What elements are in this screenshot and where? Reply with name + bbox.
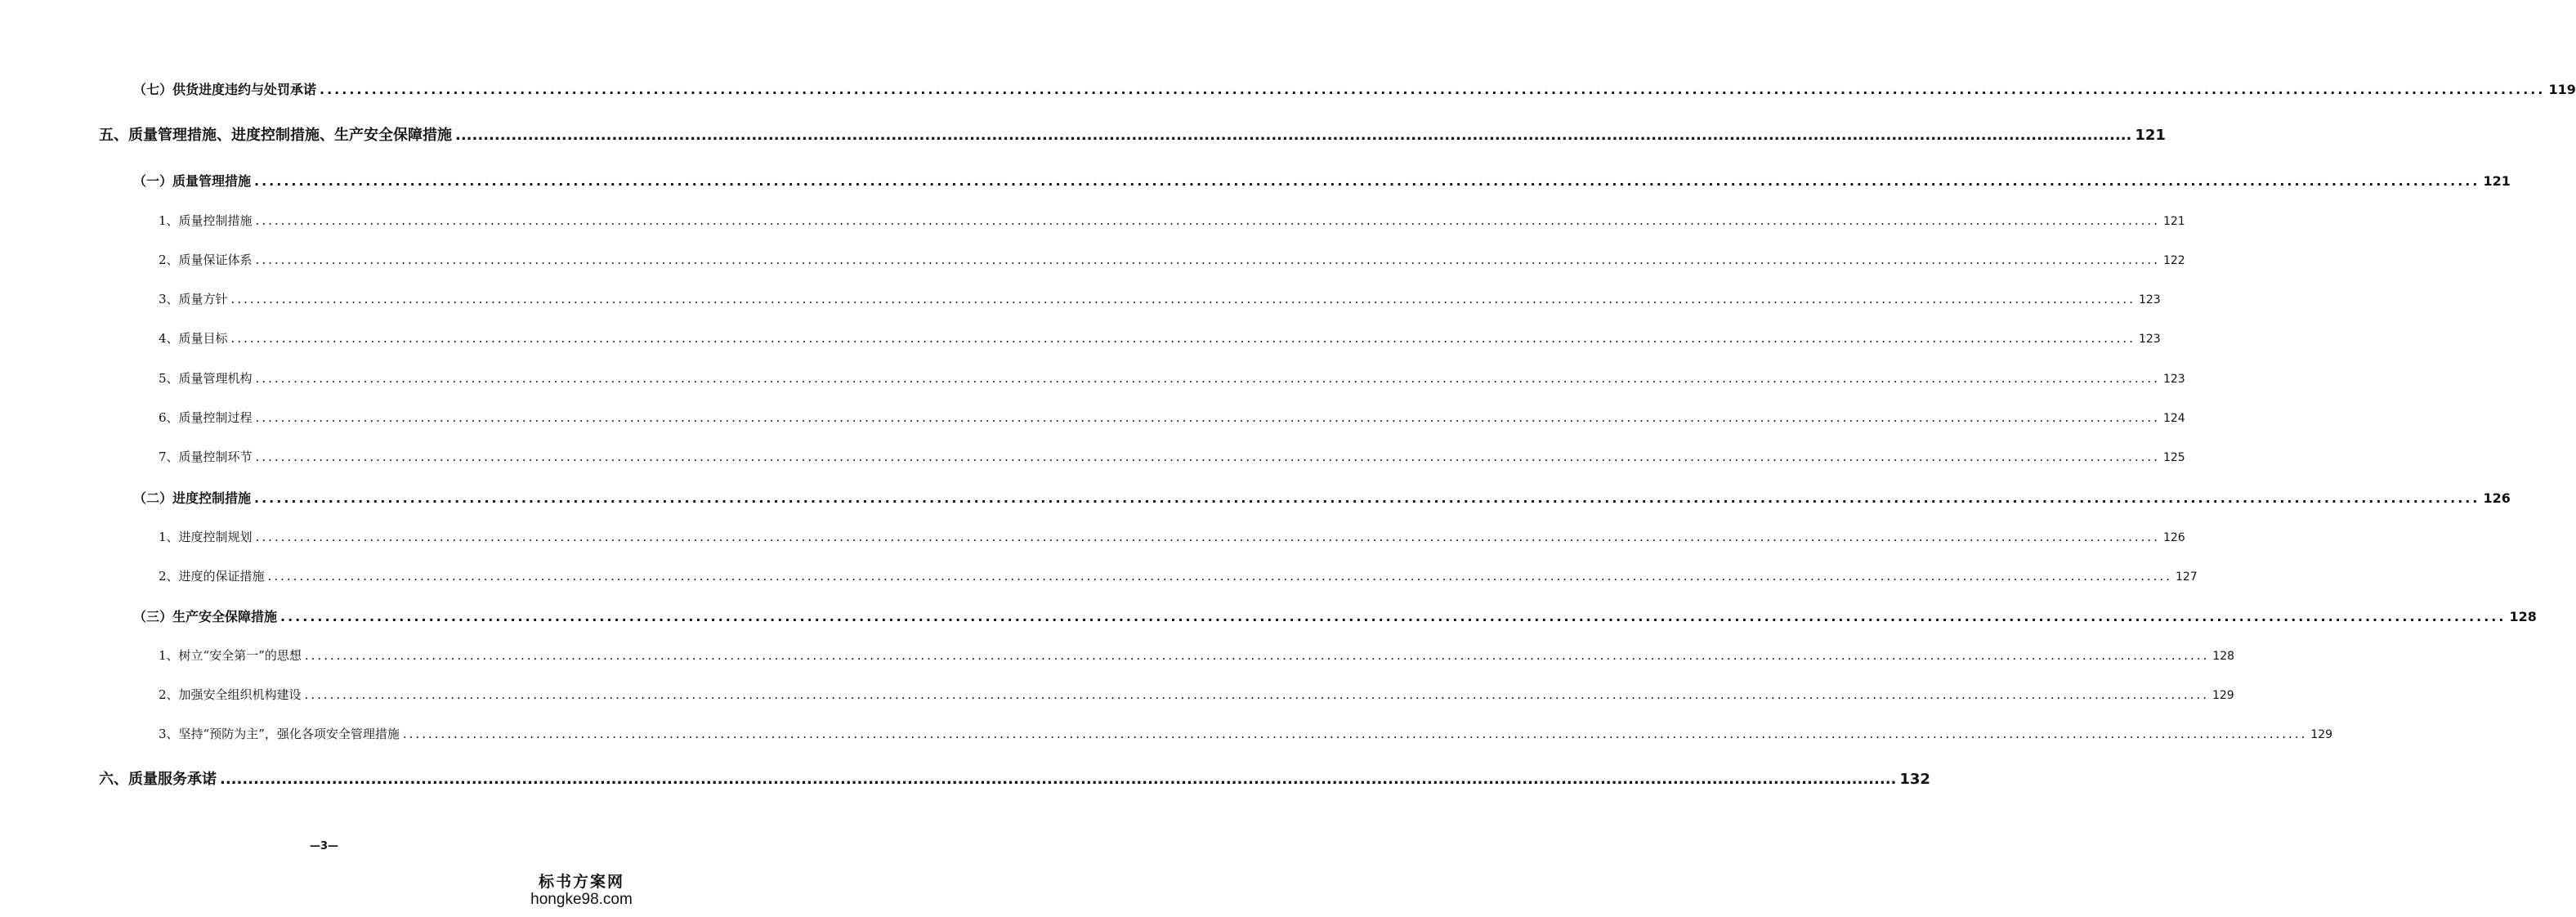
toc-entry-label: 6、质量控制过程 xyxy=(159,410,253,425)
toc-entry-page: 129 xyxy=(2310,728,2333,741)
toc-dot-leader: ............................................................................................................................................................................................................................................................................................................ xyxy=(304,648,2210,663)
toc-dot-leader: ............................................................................................................................................................................................................................................................................................................ xyxy=(230,292,2135,306)
toc-entry-label: （二）进度控制措施 xyxy=(133,490,252,506)
toc-entry-label: 2、加强安全组织机构建设 xyxy=(159,687,302,702)
toc-entry[interactable] xyxy=(99,767,1930,789)
toc-dot-leader: ............................................................................................................................................................................................................................................................................................................ xyxy=(455,127,2132,144)
toc-dot-leader: ............................................................................................................................................................................................................................................................................................................ xyxy=(402,727,2308,741)
toc-entry[interactable] xyxy=(133,79,2576,98)
toc-entry-page: 132 xyxy=(1899,771,1930,788)
toc-entry-label: 3、坚持“预防为主”，强化各项安全管理措施 xyxy=(159,727,400,741)
site-watermark-logo xyxy=(526,873,637,909)
toc-entry[interactable] xyxy=(99,123,2166,145)
toc-dot-leader: ............................................................................................................................................................................................................................................................................................................ xyxy=(254,173,2480,189)
page-number: —3— xyxy=(309,840,339,852)
toc-entry-page: 124 xyxy=(2162,412,2185,425)
toc-entry-page: 129 xyxy=(2212,689,2234,702)
toc-entry-label: 1、进度控制规划 xyxy=(159,530,253,544)
toc-entry[interactable] xyxy=(159,686,2234,703)
toc-dot-leader: ............................................................................................................................................................................................................................................................................................................ xyxy=(255,213,2160,228)
toc-entry-page: 126 xyxy=(2483,490,2511,506)
toc-dot-leader: ............................................................................................................................................................................................................................................................................................................ xyxy=(230,331,2135,346)
watermark-name: 标书方案网 xyxy=(538,873,624,891)
toc-entry-page: 121 xyxy=(2135,127,2166,144)
toc-entry[interactable] xyxy=(159,369,2185,387)
toc-entry-label: 7、质量控制环节 xyxy=(159,450,253,464)
toc-entry[interactable] xyxy=(159,329,2161,347)
toc-entry[interactable] xyxy=(159,646,2235,664)
toc-entry-label: 2、进度的保证措施 xyxy=(159,569,265,584)
toc-entry-label: 5、质量管理机构 xyxy=(159,371,253,386)
toc-entry[interactable] xyxy=(159,528,2185,545)
toc-entry-page: 127 xyxy=(2175,570,2198,584)
toc-entry-page: 121 xyxy=(2162,215,2185,228)
toc-entry-page: 123 xyxy=(2138,333,2161,346)
toc-entry-label: （七）供货进度违约与处罚承诺 xyxy=(133,82,317,97)
toc-entry-label: （一）质量管理措施 xyxy=(133,173,252,189)
toc-dot-leader: ............................................................................................................................................................................................................................................................................................................ xyxy=(255,410,2160,425)
toc-entry-page: 121 xyxy=(2483,173,2511,189)
toc-entry-page: 128 xyxy=(2212,650,2235,663)
toc-entry-label: 2、质量保证体系 xyxy=(159,253,253,267)
toc-dot-leader: ............................................................................................................................................................................................................................................................................................................ xyxy=(220,771,1897,788)
toc-entry[interactable] xyxy=(159,567,2198,584)
toc-dot-leader: ............................................................................................................................................................................................................................................................................................................ xyxy=(280,609,2507,624)
toc-entry-page: 128 xyxy=(2509,609,2537,624)
toc-entry-page: 123 xyxy=(2162,373,2185,386)
toc-entry[interactable] xyxy=(133,606,2537,625)
toc-dot-leader: ............................................................................................................................................................................................................................................................................................................ xyxy=(304,687,2209,702)
toc-entry-page: 126 xyxy=(2162,531,2185,544)
toc-dot-leader: ............................................................................................................................................................................................................................................................................................................ xyxy=(254,490,2480,506)
toc-dot-leader: ............................................................................................................................................................................................................................................................................................................ xyxy=(320,82,2546,97)
toc-dot-leader: ............................................................................................................................................................................................................................................................................................................ xyxy=(255,530,2160,544)
toc-entry[interactable] xyxy=(159,409,2185,426)
toc-entry-label: 1、质量控制措施 xyxy=(159,213,253,228)
toc-entry-page: 122 xyxy=(2162,254,2185,267)
toc-entry-label: 1、树立“安全第一”的思想 xyxy=(159,648,302,663)
toc-entry[interactable] xyxy=(133,488,2511,507)
toc-dot-leader: ............................................................................................................................................................................................................................................................................................................ xyxy=(255,450,2160,464)
toc-entry-page: 119 xyxy=(2548,82,2576,97)
toc-entry-page: 123 xyxy=(2138,293,2161,306)
toc-entry-label: （三）生产安全保障措施 xyxy=(133,609,278,624)
toc-entry[interactable] xyxy=(159,448,2185,465)
toc-entry-label: 3、质量方针 xyxy=(159,292,228,306)
toc-entry[interactable] xyxy=(159,251,2185,268)
toc-entry[interactable] xyxy=(133,171,2511,190)
watermark-url: hongke98.com xyxy=(530,891,633,908)
toc-dot-leader: ............................................................................................................................................................................................................................................................................................................ xyxy=(255,253,2160,267)
toc-entry[interactable] xyxy=(159,725,2333,742)
toc-entry-label: 六、质量服务承诺 xyxy=(99,771,217,788)
toc-dot-leader: ............................................................................................................................................................................................................................................................................................................ xyxy=(255,371,2160,386)
toc-dot-leader: ............................................................................................................................................................................................................................................................................................................ xyxy=(267,569,2172,584)
toc-entry[interactable] xyxy=(159,212,2185,229)
toc-entry[interactable] xyxy=(159,290,2161,307)
toc-entry-label: 4、质量目标 xyxy=(159,331,228,346)
toc-entry-label: 五、质量管理措施、进度控制措施、生产安全保障措施 xyxy=(99,127,452,144)
toc-entry-page: 125 xyxy=(2162,451,2185,464)
